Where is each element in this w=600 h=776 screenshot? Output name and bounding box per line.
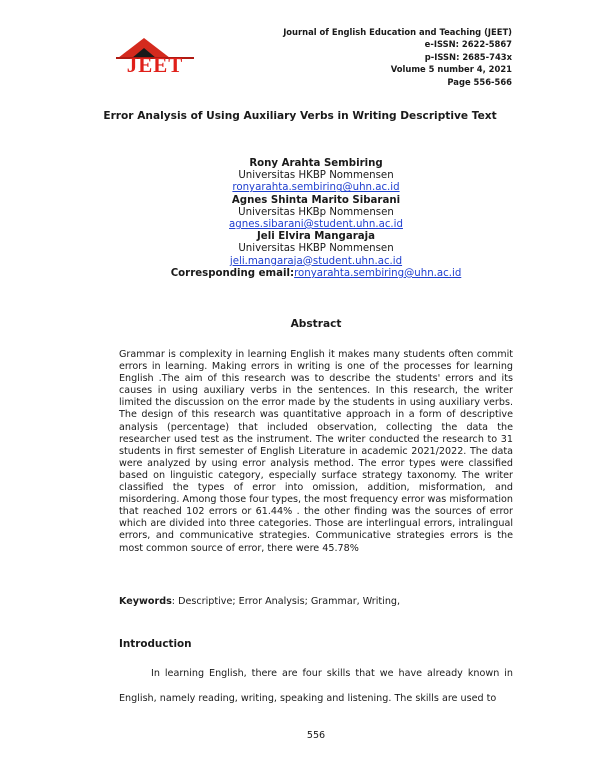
page-number: 556 bbox=[306, 730, 326, 741]
abstract-heading: Abstract bbox=[290, 318, 342, 330]
jeet-logo bbox=[116, 36, 194, 76]
journal-pages: Page 556-566 bbox=[447, 76, 512, 87]
paper-title: Error Analysis of Using Auxiliary Verbs in Writing Descriptive Text bbox=[103, 110, 497, 122]
author-affiliation: Universitas HKBP Nommensen bbox=[238, 243, 394, 255]
journal-name: Journal of English Education and Teaching (JEET) bbox=[283, 27, 512, 37]
author-name: Agnes Shinta Marito Sibarani bbox=[231, 194, 401, 206]
author-block bbox=[0, 158, 600, 280]
corresponding-label: Corresponding email: bbox=[170, 267, 295, 279]
journal-eissn: e-ISSN: 2622-5867 bbox=[424, 39, 512, 50]
author-affiliation: Universitas HKBP Nommensen bbox=[238, 170, 394, 182]
journal-volume: Volume 5 number 4, 2021 bbox=[390, 64, 512, 75]
introduction-text: In learning English, there are four skills that we have already known in English, namely reading, writing, speaking and listening. The skills are used to bbox=[119, 668, 513, 704]
author-email-link[interactable]: ronyarahta.sembiring@uhn.ac.id bbox=[232, 182, 400, 194]
author-email-link[interactable]: agnes.sibarani@student.uhn.ac.id bbox=[229, 219, 403, 231]
keywords-text: : Descriptive; Error Analysis; Grammar, Writing, bbox=[171, 596, 401, 607]
author-email-link[interactable]: jeli.mangaraja@student.uhn.ac.id bbox=[229, 255, 403, 267]
corresponding-email-link[interactable]: ronyarahta.sembiring@uhn.ac.id bbox=[294, 267, 462, 279]
keywords-label: Keywords bbox=[119, 596, 172, 607]
journal-info bbox=[283, 26, 512, 88]
author-name: Rony Arahta Sembiring bbox=[249, 158, 383, 169]
corresponding-email bbox=[0, 268, 600, 280]
author-affiliation: Universitas HKBp Nommensen bbox=[238, 206, 394, 218]
author-name: Jeli Elvira Mangaraja bbox=[257, 231, 375, 243]
keywords bbox=[119, 596, 400, 607]
logo-text: JEET bbox=[126, 53, 184, 77]
abstract-text: Grammar is complexity in learning English it makes many students often commit errors in learning. Making errors in writing is one of the processes for learning English .The aim of this research was to describe the students' errors and its causes in using auxiliary verbs in the sentences. In this research, the writer limited the discussion on the error made by the students in using auxiliary verbs. The design of this research was quantitative approach in a form of descriptive analysis (percentage) that included observation, collecting the data the researcher used test as the instrument. The writer conducted the research to 31 students in first semester of English Literature in academic 2021/2022. The data were analyzed by using error analysis method. The error types were classified based on linguistic category, especially surface strategy taxonomy. The writer classified the types of error into omission, addition, misformation, and misordering. Among those four types, the most frequency error was misformation that reached 102 errors or 61.44% . the other finding was the sources of error which are divided into three categories. Those are interlingual errors, intralingual errors, and communicative strategies. Communicative strategies errors is the most common source of error, there were 45.78% bbox=[119, 349, 513, 554]
introduction-heading: Introduction bbox=[119, 638, 192, 650]
journal-pissn: p-ISSN: 2685-743x bbox=[424, 51, 512, 62]
